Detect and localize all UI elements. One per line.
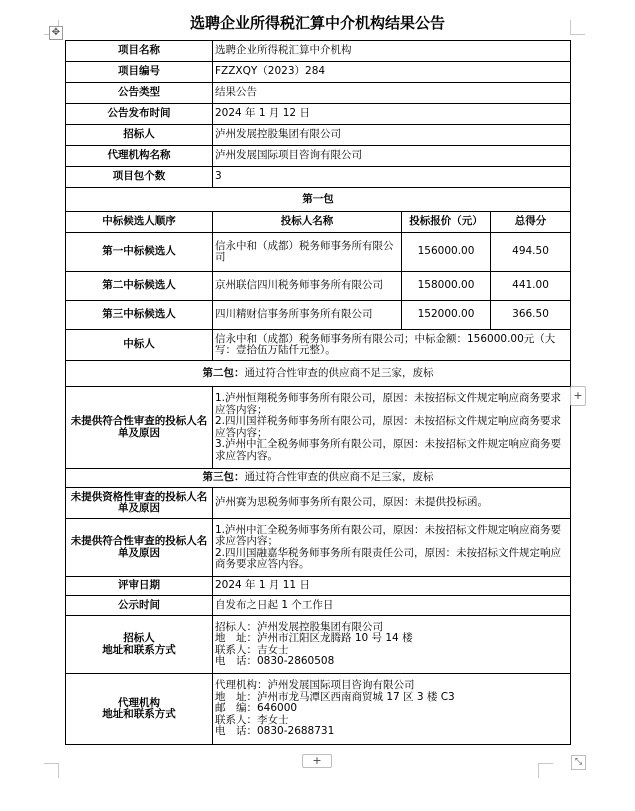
candidate-rank: 第三中标候选人: [66, 301, 213, 330]
row-eval-date: [66, 577, 571, 596]
row-publicity: [66, 596, 571, 616]
lot1-header[interactable]: 第一包: [66, 188, 571, 212]
agency-contact-label-line2: 地址和联系方式: [102, 708, 176, 720]
tenderer-contact-value[interactable]: [213, 616, 571, 674]
corner-mark-bottom-left: [44, 763, 59, 778]
agency-label: 代理机构名称: [66, 146, 213, 167]
row-lot1-header: [66, 188, 571, 212]
corner-mark-top-right: [570, 20, 585, 35]
col-price-header: 投标报价（元）: [402, 212, 491, 233]
candidate-name[interactable]: 四川精财信事务所事务所有限公司: [213, 301, 402, 330]
list-item: 2.四川国祥税务师事务所有限公司，原因：未按招标文件规定响应商务要求应答内容；: [215, 415, 562, 439]
candidate-rank: 第一中标候选人: [66, 233, 213, 272]
table-move-handle-icon[interactable]: ✥: [49, 26, 63, 40]
lot3-qual-label: 未提供资格性审查的投标人名单及原因: [66, 488, 213, 519]
publish-time-value[interactable]: 2024 年 1 月 12 日: [213, 104, 571, 125]
contact-line: 招标人：泸州发展控股集团有限公司: [215, 620, 383, 633]
list-item: 3.泸州中汇全税务师事务所有限公司，原因：未按招标文件规定响应商务要求应答内容。: [215, 438, 562, 462]
lot2-fail-label: 未提供符合性审查的投标人名单及原因: [66, 387, 213, 469]
table-row: [66, 233, 571, 272]
eval-date-value[interactable]: 2024 年 1 月 11 日: [213, 577, 571, 596]
candidate-rank: 第二中标候选人: [66, 272, 213, 301]
corner-mark-bottom-right: [538, 763, 553, 778]
notice-type-value[interactable]: 结果公告: [213, 83, 571, 104]
tenderer-contact-label-line2: 地址和联系方式: [102, 643, 176, 656]
row-winner: [66, 330, 571, 361]
candidate-name[interactable]: 京州联信四川税务师事务所有限公司: [213, 272, 402, 301]
publish-time-label: 公告发布时间: [66, 104, 213, 125]
lots-value[interactable]: 3: [213, 167, 571, 188]
publicity-label: 公示时间: [66, 596, 213, 616]
col-name-header: 投标人名称: [213, 212, 402, 233]
tenderer-contact-label: [66, 616, 213, 674]
page-title: 选聘企业所得税汇算中介机构结果公告: [189, 14, 445, 32]
col-score-header: 总得分: [491, 212, 571, 233]
agency-contact-value[interactable]: [213, 674, 571, 745]
candidate-price[interactable]: 156000.00: [402, 233, 491, 272]
col-rank-header: 中标候选人顺序: [66, 212, 213, 233]
result-table: [65, 40, 571, 745]
lot2-header-text: 通过符合性审查的供应商不足三家，废标: [244, 366, 434, 379]
contact-line: 电 话：0830-2860508: [215, 655, 335, 667]
row-lot2-header: [66, 361, 571, 387]
table-row: [66, 301, 571, 330]
project-name-label: 项目名称: [66, 41, 213, 62]
candidate-name[interactable]: 信永中和（成都）税务师事务所有限公司: [213, 233, 402, 272]
winner-label: 中标人: [66, 330, 213, 361]
contact-line: 联系人：吉女士: [215, 643, 289, 656]
winner-value[interactable]: 信永中和（成都）税务师事务所有限公司；中标金额：156000.00元（大写：壹拾伍万陆仟元整）。: [213, 330, 571, 361]
candidate-price[interactable]: 158000.00: [402, 272, 491, 301]
lot3-fail-label: 未提供符合性审查的投标人名单及原因: [66, 519, 213, 577]
lot3-header-text: 通过符合性审查的供应商不足三家，废标: [244, 471, 434, 484]
list-item: 1.泸州中汇全税务师事务所有限公司，原因：未按招标文件规定响应商务要求应答内容；: [215, 523, 562, 547]
lot3-header[interactable]: [66, 469, 571, 488]
contact-line: 地 址：泸州市龙马潭区西南商贸城 17 区 3 楼 C3: [215, 690, 455, 703]
row-lot3-fail: [66, 519, 571, 577]
publicity-value[interactable]: 自发布之日起 1 个工作日: [213, 596, 571, 616]
project-name-value[interactable]: 选聘企业所得税汇算中介机构: [213, 41, 571, 62]
row-lot3-qual: [66, 488, 571, 519]
candidate-price[interactable]: 152000.00: [402, 301, 491, 330]
contact-line: 代理机构：泸州发展国际项目咨询有限公司: [215, 679, 415, 692]
lot3-fail-list[interactable]: [213, 519, 571, 577]
row-project-no: [66, 62, 571, 83]
tenderer-contact-label-line1: 招标人: [123, 632, 155, 644]
tenderer-value[interactable]: 泸州发展控股集团有限公司: [213, 125, 571, 146]
row-notice-type: [66, 83, 571, 104]
project-no-label: 项目编号: [66, 62, 213, 83]
row-lot1-columns: [66, 212, 571, 233]
lots-label: 项目包个数: [66, 167, 213, 188]
row-publish-time: [66, 104, 571, 125]
candidate-score[interactable]: 494.50: [491, 233, 571, 272]
candidate-score[interactable]: 366.50: [491, 301, 571, 330]
contact-line: 联系人：李女士: [215, 713, 289, 726]
table-row: [66, 272, 571, 301]
agency-contact-label: [66, 674, 213, 745]
list-item: 1.泸州恒翔税务师事务所有限公司，原因：未按招标文件规定响应商务要求应答内容；: [215, 392, 562, 416]
lot3-qual-value[interactable]: 泸州赛为思税务师事务所有限公司，原因：未提供投标函。: [213, 488, 571, 519]
lot2-fail-list[interactable]: [213, 387, 571, 469]
lot3-header-title: 第三包：: [202, 471, 245, 484]
table-resize-icon[interactable]: ⤡: [571, 755, 586, 770]
contact-line: 邮 编：646000: [215, 702, 298, 715]
agency-contact-label-line1: 代理机构: [118, 696, 160, 709]
contact-line: 地 址：泸州市江阳区龙腾路 10 号 14 楼: [215, 632, 413, 644]
project-no-value[interactable]: FZZXQY（2023）284: [213, 62, 571, 83]
row-tenderer-contact: [66, 616, 571, 674]
row-tenderer: [66, 125, 571, 146]
row-agency-contact: [66, 674, 571, 745]
candidate-score[interactable]: 441.00: [491, 272, 571, 301]
row-lot2-fail: [66, 387, 571, 469]
list-item: 2.四川国融嘉华税务师事务所有限责任公司，原因：未按招标文件规定响应商务要求应答内容。: [215, 546, 562, 570]
lot2-header-title: 第二包：: [202, 366, 245, 379]
row-lots: [66, 167, 571, 188]
agency-value[interactable]: 泸州发展国际项目咨询有限公司: [213, 146, 571, 167]
row-lot3-header: [66, 469, 571, 488]
row-project-name: [66, 41, 571, 62]
row-agency: [66, 146, 571, 167]
lot2-header[interactable]: [66, 361, 571, 387]
tenderer-label: 招标人: [66, 125, 213, 146]
add-column-plus-icon[interactable]: +: [570, 386, 586, 406]
add-row-plus-icon[interactable]: +: [302, 754, 332, 768]
eval-date-label: 评审日期: [66, 577, 213, 596]
notice-type-label: 公告类型: [66, 83, 213, 104]
contact-line: 电 话：0830-2688731: [215, 725, 335, 738]
